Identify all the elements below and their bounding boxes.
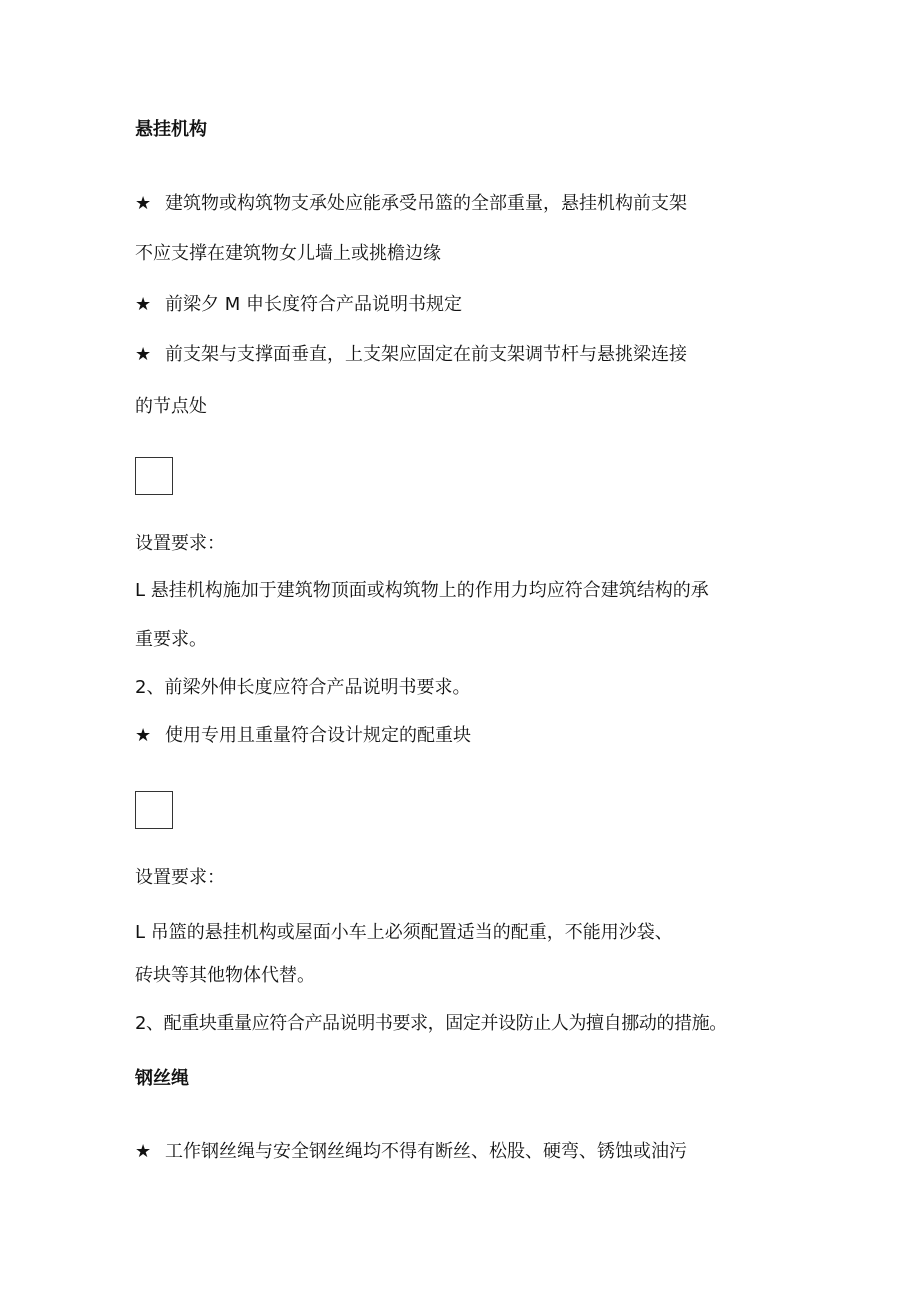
list-item bbox=[135, 723, 471, 749]
requirement-text: 2、配重块重量应符合产品说明书要求，固定并设防止人为擅自挪动的措施。 bbox=[135, 1013, 727, 1034]
list-item bbox=[135, 292, 462, 318]
list-item bbox=[135, 1139, 687, 1165]
requirement-text-continued: 重要求。 bbox=[135, 629, 207, 650]
requirements-label: 设置要求： bbox=[135, 533, 225, 554]
list-item bbox=[135, 191, 687, 217]
checkbox-1[interactable] bbox=[135, 457, 173, 495]
section-heading-wire-rope: 钢丝绳 bbox=[135, 1068, 189, 1089]
requirement-text-continued: 砖块等其他物体代替。 bbox=[135, 965, 315, 986]
item-text: 建筑物或构筑物支承处应能承受吊篮的全部重量，悬挂机构前支架 bbox=[165, 193, 687, 214]
item-text: 使用专用且重量符合设计规定的配重块 bbox=[165, 725, 471, 746]
item-text: 前支架与支撑面垂直，上支架应固定在前支架调节杆与悬挑梁连接 bbox=[165, 344, 687, 365]
item-text-continued: 不应支撑在建筑物女儿墙上或挑檐边缘 bbox=[135, 243, 441, 264]
item-text: 工作钢丝绳与安全钢丝绳均不得有断丝、松股、硬弯、锈蚀或油污 bbox=[165, 1141, 687, 1162]
checkbox-2[interactable] bbox=[135, 791, 173, 829]
item-text: 前梁夕 M 申长度符合产品说明书规定 bbox=[165, 294, 462, 315]
item-text-continued: 的节点处 bbox=[135, 396, 207, 417]
requirements-label: 设置要求： bbox=[135, 867, 225, 888]
star-icon: ★ bbox=[135, 725, 152, 746]
star-icon: ★ bbox=[135, 344, 152, 365]
list-item bbox=[135, 342, 687, 368]
star-icon: ★ bbox=[135, 193, 152, 214]
requirement-text: L 吊篮的悬挂机构或屋面小车上必须配置适当的配重，不能用沙袋、 bbox=[135, 922, 673, 943]
star-icon: ★ bbox=[135, 294, 152, 315]
star-icon: ★ bbox=[135, 1141, 152, 1162]
requirement-text: 2、前梁外伸长度应符合产品说明书要求。 bbox=[135, 677, 471, 698]
section-heading-suspension: 悬挂机构 bbox=[135, 119, 207, 140]
requirement-text: L 悬挂机构施加于建筑物顶面或构筑物上的作用力均应符合建筑结构的承 bbox=[135, 580, 709, 601]
